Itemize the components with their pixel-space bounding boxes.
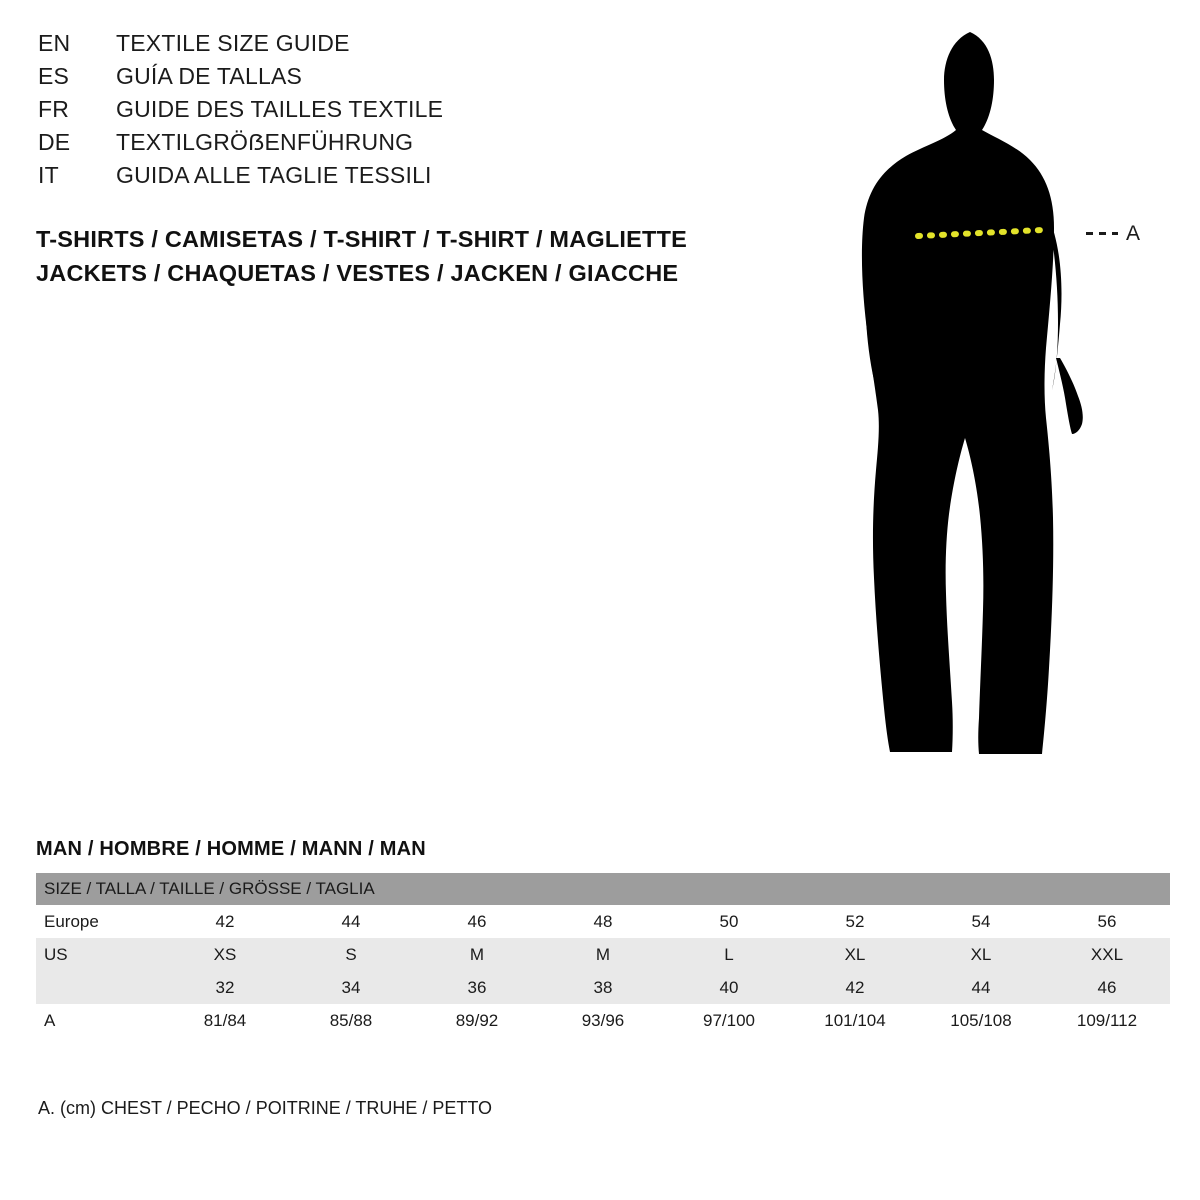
cell-us-0: XS (162, 938, 288, 971)
language-text-fr: GUIDE DES TAILLES TEXTILE (116, 96, 444, 122)
language-code-it: IT (38, 162, 59, 188)
measure-leader-line (1086, 232, 1118, 235)
cell-europe-5: 52 (792, 905, 918, 938)
cell-europe-7: 56 (1044, 905, 1170, 938)
row-label-numeric (36, 971, 162, 1004)
cell-us-7: XXL (1044, 938, 1170, 971)
table-header-label: SIZE / TALLA / TAILLE / GRÖSSE / TAGLIA (36, 873, 1170, 905)
size-table (36, 873, 1170, 1037)
cell-numeric-7: 46 (1044, 971, 1170, 1004)
cell-europe-4: 50 (666, 905, 792, 938)
row-label-a: A (36, 1004, 162, 1037)
language-row-it (38, 162, 758, 195)
body-silhouette-figure (820, 18, 1180, 788)
cell-numeric-1: 34 (288, 971, 414, 1004)
language-row-es (38, 63, 758, 96)
row-label-europe: Europe (36, 905, 162, 938)
language-text-es: GUÍA DE TALLAS (116, 63, 303, 89)
cell-europe-3: 48 (540, 905, 666, 938)
table-row (36, 905, 1170, 938)
language-text-it: GUIDA ALLE TAGLIE TESSILI (116, 162, 432, 188)
cell-us-2: M (414, 938, 540, 971)
language-code-fr: FR (38, 96, 70, 122)
cell-us-1: S (288, 938, 414, 971)
cell-a-0: 81/84 (162, 1004, 288, 1037)
category-block (36, 222, 776, 290)
size-table-section (36, 838, 1170, 1037)
footnote-chest: A. (cm) CHEST / PECHO / POITRINE / TRUHE / PETTO (38, 1098, 493, 1118)
cell-a-7: 109/112 (1044, 1004, 1170, 1037)
cell-us-4: L (666, 938, 792, 971)
table-row (36, 938, 1170, 971)
cell-a-3: 93/96 (540, 1004, 666, 1037)
cell-numeric-2: 36 (414, 971, 540, 1004)
language-code-es: ES (38, 63, 70, 89)
cell-us-5: XL (792, 938, 918, 971)
measure-label-a: A (1126, 222, 1141, 245)
language-row-en (38, 30, 758, 63)
table-header-row (36, 873, 1170, 905)
language-header-block (38, 30, 758, 195)
row-label-us: US (36, 938, 162, 971)
cell-us-3: M (540, 938, 666, 971)
language-text-en: TEXTILE SIZE GUIDE (116, 30, 350, 56)
cell-europe-6: 54 (918, 905, 1044, 938)
language-row-de (38, 129, 758, 162)
table-row (36, 1004, 1170, 1037)
cell-us-6: XL (918, 938, 1044, 971)
language-text-de: TEXTILGRÖẞENFÜHRUNG (116, 129, 414, 155)
category-tshirts: T-SHIRTS / CAMISETAS / T-SHIRT / T-SHIRT / MAGLIETTE (36, 226, 687, 252)
cell-a-6: 105/108 (918, 1004, 1044, 1037)
cell-numeric-0: 32 (162, 971, 288, 1004)
category-jackets: JACKETS / CHAQUETAS / VESTES / JACKEN / GIACCHE (36, 260, 679, 286)
cell-europe-2: 46 (414, 905, 540, 938)
cell-numeric-6: 44 (918, 971, 1044, 1004)
cell-numeric-4: 40 (666, 971, 792, 1004)
cell-a-1: 85/88 (288, 1004, 414, 1037)
language-row-fr (38, 96, 758, 129)
cell-europe-0: 42 (162, 905, 288, 938)
cell-a-4: 97/100 (666, 1004, 792, 1037)
language-code-de: DE (38, 129, 71, 155)
cell-numeric-5: 42 (792, 971, 918, 1004)
cell-a-2: 89/92 (414, 1004, 540, 1037)
language-code-en: EN (38, 30, 71, 56)
cell-a-5: 101/104 (792, 1004, 918, 1037)
table-row (36, 971, 1170, 1004)
cell-numeric-3: 38 (540, 971, 666, 1004)
cell-europe-1: 44 (288, 905, 414, 938)
silhouette-icon (820, 18, 1180, 788)
table-group-title: MAN / HOMBRE / HOMME / MANN / MAN (36, 838, 426, 860)
